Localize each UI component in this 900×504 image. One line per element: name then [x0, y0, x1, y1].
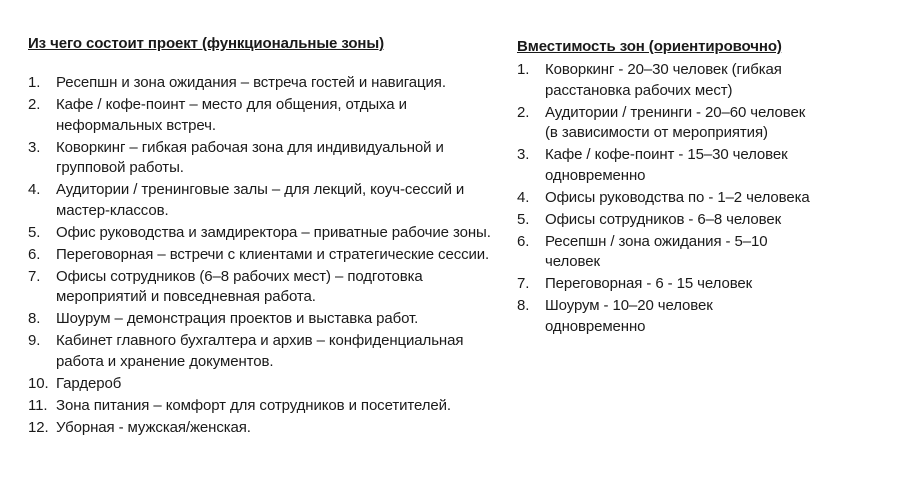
item-number: 7. [517, 275, 530, 292]
list-item [28, 73, 498, 94]
item-text: Зона питания – комфорт для сотрудников и посетителей. [56, 396, 451, 414]
item-text: Офисы сотрудников (6–8 рабочих мест) – подготовка мероприятий и повседневная работа. [56, 267, 423, 305]
item-text: Офисы сотрудников - 6–8 человек [545, 210, 782, 228]
list-item [28, 418, 498, 439]
item-number: 2. [28, 96, 41, 113]
item-number: 5. [28, 223, 41, 241]
item-text: Ресепшн / зона ожидания - 5–10 человек [545, 232, 768, 270]
list-item [28, 223, 498, 244]
item-number: 2. [517, 103, 530, 121]
list-item [517, 188, 817, 209]
item-text: Переговорная – встречи с клиентами и стратегические сессии. [56, 245, 490, 263]
item-text: Кафе / кофе-поинт - 15–30 человек одновременно [545, 146, 788, 184]
list-item [517, 274, 817, 295]
item-number: 11. [28, 396, 48, 414]
list-item [517, 296, 817, 337]
item-text: Офис руководства и замдиректора – приватные рабочие зоны. [56, 223, 491, 241]
list-item [28, 374, 498, 395]
list-item [28, 267, 498, 308]
item-number: 3. [28, 138, 41, 156]
item-text: Переговорная - 6 - 15 человек [545, 275, 753, 292]
item-number: 8. [517, 297, 530, 314]
item-number: 6. [28, 245, 41, 263]
item-text: Офисы руководства по - 1–2 человека [545, 188, 810, 206]
zone-capacity-heading: Вместимость зон (ориентировочно) [517, 38, 782, 55]
zone-capacity-list [517, 60, 817, 339]
functional-zones-heading: Из чего состоит проект (функциональные зоны) [28, 35, 384, 52]
item-text: Коворкинг – гибкая рабочая зона для индивидуальной и групповой работы. [56, 138, 444, 176]
list-item [28, 138, 498, 179]
functional-zones-list [28, 73, 498, 440]
list-item [28, 331, 498, 372]
list-item [28, 180, 498, 221]
item-text: Уборная - мужская/женская. [56, 418, 251, 436]
item-number: 5. [517, 210, 530, 228]
list-item [517, 232, 817, 273]
item-text: Ресепшн и зона ожидания – встреча гостей и навигация. [56, 74, 446, 91]
item-text: Аудитории / тренинги - 20–60 человек (в зависимости от мероприятия) [545, 103, 806, 141]
list-item [517, 60, 817, 101]
item-number: 3. [517, 146, 530, 163]
item-number: 6. [517, 232, 530, 250]
item-number: 10. [28, 374, 49, 392]
item-text: Гардероб [56, 374, 122, 392]
item-text: Шоурум – демонстрация проектов и выставка работ. [56, 310, 419, 327]
item-text: Шоурум - 10–20 человек одновременно [545, 297, 713, 335]
item-text: Аудитории / тренинговые залы – для лекций, коуч-сессий и мастер-классов. [56, 181, 465, 219]
item-number: 1. [28, 74, 41, 91]
item-number: 9. [28, 332, 41, 349]
item-text: Кабинет главного бухгалтера и архив – конфиденциальная работа и хранение документов. [56, 332, 464, 370]
list-item [28, 95, 498, 136]
item-number: 8. [28, 310, 41, 327]
list-item [28, 396, 498, 417]
list-item [517, 210, 817, 231]
list-item [517, 145, 817, 186]
item-number: 7. [28, 267, 41, 285]
list-item [517, 103, 817, 144]
list-item [28, 309, 498, 330]
item-number: 12. [28, 418, 49, 436]
item-text: Кафе / кофе-поинт – место для общения, отдыха и неформальных встреч. [56, 96, 407, 134]
item-number: 4. [28, 181, 41, 198]
item-number: 1. [517, 61, 530, 78]
list-item [28, 245, 498, 266]
item-text: Коворкинг - 20–30 человек (гибкая расстановка рабочих мест) [545, 61, 782, 99]
item-number: 4. [517, 188, 530, 206]
